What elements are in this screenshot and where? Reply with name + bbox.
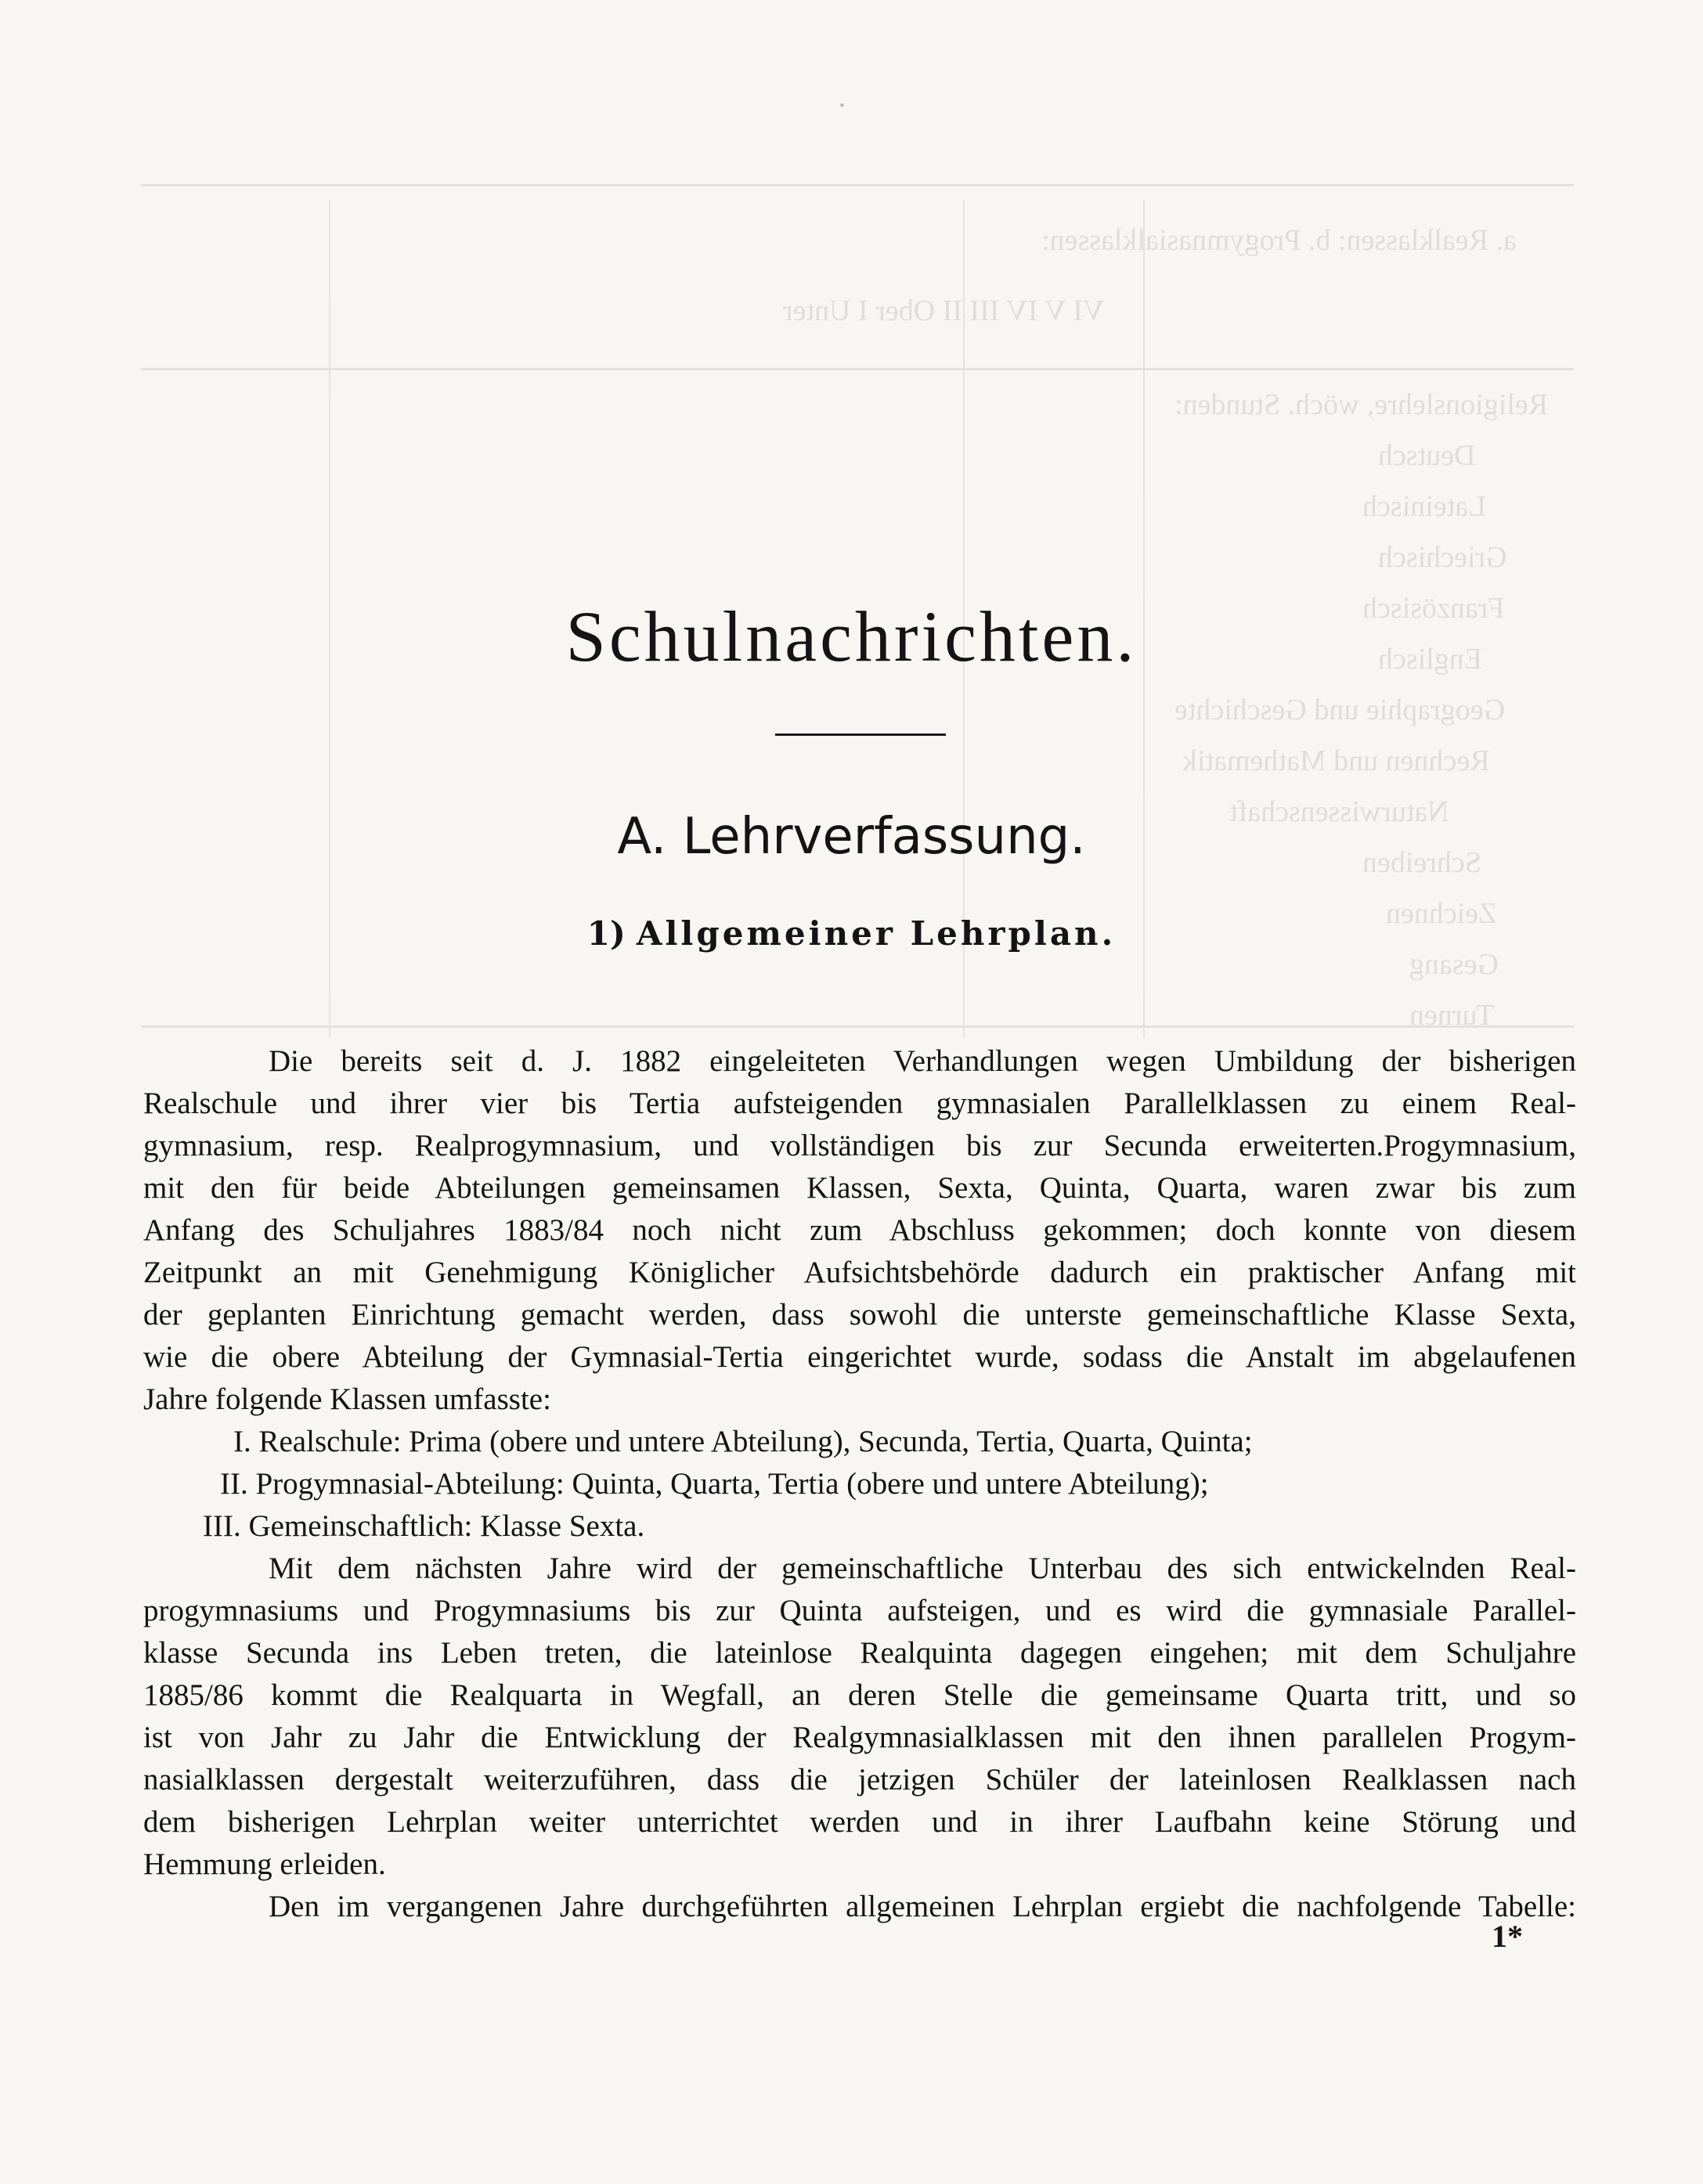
subsection-text: Allgemeiner Lehrplan.	[636, 914, 1117, 953]
page-number-bleed: ·	[838, 90, 846, 121]
paragraph-line: Anfang des Schuljahres 1883/84 noch nicht zum Abschluss gekommen; doch konnte von diesem	[143, 1213, 1576, 1247]
paragraph-line: Hemmung erleiden.	[143, 1847, 386, 1881]
paragraph-line: Mit dem nächsten Jahre wird der gemeinschaftliche Unterbau des sich entwickelnden Real-	[269, 1552, 1576, 1585]
paragraph-line: Den im vergangenen Jahre durchgeführten allgemeinen Lehrplan ergiebt die nachfolgende Tabelle:	[269, 1890, 1576, 1923]
page-title: Schulnachrichten.	[565, 596, 1138, 676]
paragraph-line: der geplanten Einrichtung gemacht werden, dass sowohl die unterste gemeinschaftliche Klasse Sexta,	[143, 1298, 1576, 1332]
paragraph-line: Jahre folgende Klassen umfasste:	[143, 1382, 551, 1416]
paragraph-line: Zeitpunkt an mit Genehmigung Königlicher Aufsichtsbehörde dadurch ein praktischer Anfang mit	[143, 1256, 1576, 1289]
signature-mark: 1*	[1492, 1919, 1523, 1954]
paragraph-line: gymnasium, resp. Realprogymnasium, und vollständigen bis zur Secunda erweiterten.Progymnasium,	[143, 1129, 1576, 1162]
paragraph-line: Die bereits seit d. J. 1882 eingeleiteten Verhandlungen wegen Umbildung der bisherigen	[269, 1044, 1576, 1078]
title-divider	[775, 733, 946, 736]
bleed-through-background: a. Realklassen: b. Progymnasialklassen: VI V IV III II Ober I Unter Religionslehre, wöch. Stunden: Deutsch Lateinisch Griechisch Französisch Englisch Geographie und Geschichte Rechnen und Mathematik Naturwissenschaft Schreiben Zeichnen Gesang Turnen	[141, 176, 1574, 1069]
list-item: III. Gemeinschaftlich: Klasse Sexta.	[203, 1509, 645, 1543]
paragraph-line: progymnasiums und Progymnasiums bis zur Quinta aufsteigen, und es wird die gymnasiale Parallel-	[143, 1594, 1576, 1627]
list-item: II. Progymnasial-Abteilung: Quinta, Quarta, Tertia (obere und untere Abteilung);	[220, 1467, 1209, 1501]
paragraph-line: dem bisherigen Lehrplan weiter unterrichtet werden und in ihrer Laufbahn keine Störung und	[143, 1805, 1576, 1839]
paragraph-line: ist von Jahr zu Jahr die Entwicklung der Realgymnasialklassen mit den ihnen parallelen Progym-	[143, 1721, 1576, 1754]
paragraph-line: mit den für beide Abteilungen gemeinsamen Klassen, Sexta, Quinta, Quarta, waren zwar bis zum	[143, 1171, 1576, 1205]
list-item: I. Realschule: Prima (obere und untere Abteilung), Secunda, Tertia, Quarta, Quinta;	[233, 1425, 1253, 1458]
paragraph-line: nasialklassen dergestalt weiterzuführen, dass die jetzigen Schüler der lateinlosen Realklassen nach	[143, 1763, 1576, 1797]
paragraph-line: Realschule und ihrer vier bis Tertia aufsteigenden gymnasialen Parallelklassen zu einem Real-	[143, 1087, 1576, 1120]
subsection-heading	[0, 914, 1703, 953]
paragraph-line: 1885/86 kommt die Realquarta in Wegfall, an deren Stelle die gemeinsame Quarta tritt, und so	[143, 1678, 1576, 1712]
section-heading: A. Lehrverfassung.	[617, 808, 1086, 866]
subsection-number: 1)	[586, 914, 626, 953]
paragraph-line: klasse Secunda ins Leben treten, die lateinlose Realquinta dagegen eingehen; mit dem Schuljahre	[143, 1636, 1576, 1670]
paragraph-line: wie die obere Abteilung der Gymnasial-Tertia eingerichtet wurde, sodass die Anstalt im abgelaufenen	[143, 1340, 1576, 1374]
